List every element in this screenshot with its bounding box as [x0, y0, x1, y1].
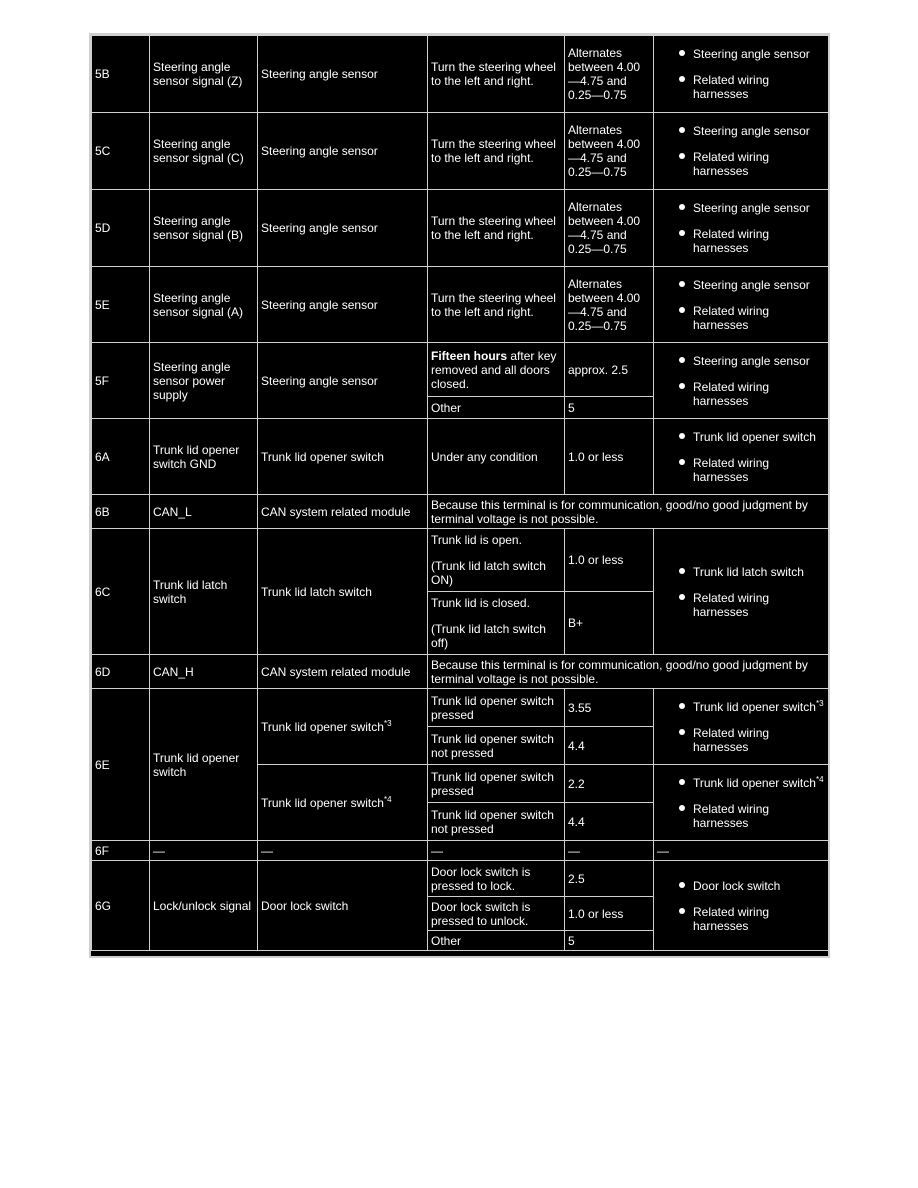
check-item: Related wiring harnesses — [693, 227, 770, 255]
bullet-icon — [679, 76, 685, 82]
component-cell: Steering angle sensor — [258, 36, 428, 113]
bullet-icon — [679, 779, 685, 785]
check-item: Related wiring harnesses — [693, 801, 770, 830]
check-cell — [654, 190, 829, 267]
list-item — [657, 591, 825, 619]
bullet-icon — [679, 153, 685, 159]
condition-note: (Trunk lid latch switch off) — [431, 622, 546, 650]
voltage-cell: B+ — [565, 592, 654, 655]
terminal-cell: 5F — [92, 343, 150, 419]
terminal-cell: 6C — [92, 529, 150, 655]
condition-note: (Trunk lid latch switch ON) — [431, 559, 546, 587]
component-text: Trunk lid opener switch — [261, 795, 384, 810]
terminal-cell: 6D — [92, 655, 150, 689]
condition-cell: Trunk lid opener switch pressed — [428, 689, 565, 727]
check-item: Related wiring harnesses — [693, 303, 770, 332]
condition-cell: — — [428, 841, 565, 861]
footnote-marker: *4 — [383, 794, 392, 804]
table-row — [92, 36, 829, 113]
voltage-cell: approx. 2.5 — [565, 343, 654, 397]
check-cell — [654, 36, 829, 113]
terminal-cell: 5C — [92, 113, 150, 190]
check-item: Trunk lid opener switch — [693, 699, 816, 714]
condition-cell: Turn the steering wheel to the left and right. — [428, 113, 565, 190]
bullet-icon — [679, 805, 685, 811]
voltage-cell: 1.0 or less — [565, 419, 654, 495]
voltage-cell: Alternates between 4.00—4.75 and 0.25—0.75 — [565, 36, 654, 113]
voltage-cell: Alternates between 4.00—4.75 and 0.25—0.75 — [565, 113, 654, 190]
table-row — [92, 655, 829, 689]
bullet-icon — [679, 594, 685, 600]
condition-bold-text: Fifteen hours — [431, 348, 508, 363]
check-item: Steering angle sensor — [693, 201, 810, 215]
table-row — [92, 267, 829, 343]
table-row — [92, 841, 829, 861]
terminal-cell: 6E — [92, 689, 150, 841]
voltage-cell: 5 — [565, 931, 654, 951]
check-cell — [654, 267, 829, 343]
check-item: Trunk lid opener switch — [693, 429, 816, 444]
list-item — [657, 776, 825, 790]
component-cell: CAN system related module — [258, 495, 428, 529]
condition-cell: Turn the steering wheel to the left and right. — [428, 267, 565, 343]
table-row — [92, 529, 829, 592]
check-item: Related wiring harnesses — [693, 455, 770, 484]
list-item — [657, 879, 825, 893]
table-row — [92, 419, 829, 495]
bullet-icon — [679, 383, 685, 389]
voltage-cell: 2.5 — [565, 861, 654, 897]
bullet-icon — [679, 307, 685, 313]
list-item — [657, 124, 825, 138]
table-row — [92, 689, 829, 727]
terminal-cell: 6B — [92, 495, 150, 529]
condition-cell: Other — [428, 931, 565, 951]
list-item — [657, 456, 825, 484]
component-cell: Trunk lid opener switch — [258, 419, 428, 495]
voltage-cell: 5 — [565, 397, 654, 419]
description-cell: Steering angle sensor signal (Z) — [150, 36, 258, 113]
check-item: Related wiring harnesses — [693, 590, 770, 619]
note-cell: Because this terminal is for communication, good/no good judgment by terminal voltage is not possible. — [428, 495, 829, 529]
table-row — [92, 343, 829, 397]
footnote-marker: *3 — [815, 698, 824, 708]
table-row — [92, 495, 829, 529]
list-item — [657, 380, 825, 408]
terminal-inspection-table — [91, 35, 829, 951]
check-item: Related wiring harnesses — [693, 150, 770, 178]
bullet-icon — [679, 230, 685, 236]
check-cell — [654, 113, 829, 190]
condition-cell: Door lock switch is pressed to unlock. — [428, 897, 565, 931]
terminal-cell: 6A — [92, 419, 150, 495]
condition-cell: Trunk lid opener switch pressed — [428, 765, 565, 803]
component-text: Trunk lid opener switch — [261, 719, 384, 734]
check-item: Trunk lid opener switch — [693, 775, 816, 790]
condition-cell: Trunk lid opener switch not pressed — [428, 803, 565, 841]
component-cell: — — [258, 841, 428, 861]
terminal-cell: 5D — [92, 190, 150, 267]
list-item — [657, 150, 825, 178]
voltage-cell: 2.2 — [565, 765, 654, 803]
check-item: Related wiring harnesses — [693, 725, 770, 754]
list-item — [657, 565, 825, 579]
condition-cell — [428, 592, 565, 655]
terminal-inspection-table-frame — [89, 33, 830, 958]
list-item — [657, 726, 825, 754]
list-item — [657, 700, 825, 714]
component-cell — [258, 689, 428, 765]
list-item — [657, 201, 825, 215]
bullet-icon — [679, 703, 685, 709]
description-cell: Lock/unlock signal — [150, 861, 258, 951]
condition-cell — [428, 529, 565, 592]
list-item — [657, 304, 825, 332]
description-cell: CAN_L — [150, 495, 258, 529]
bullet-icon — [679, 908, 685, 914]
description-cell: Steering angle sensor signal (B) — [150, 190, 258, 267]
bullet-icon — [679, 204, 685, 210]
bullet-icon — [679, 357, 685, 363]
component-cell: Trunk lid latch switch — [258, 529, 428, 655]
voltage-cell: Alternates between 4.00—4.75 and 0.25—0.75 — [565, 267, 654, 343]
component-cell — [258, 765, 428, 841]
condition-text: after key removed and all doors closed. — [431, 348, 557, 391]
table-row — [92, 861, 829, 897]
note-cell: Because this terminal is for communication, good/no good judgment by terminal voltage is not possible. — [428, 655, 829, 689]
check-cell: — — [654, 841, 829, 861]
bullet-icon — [679, 433, 685, 439]
component-cell: CAN system related module — [258, 655, 428, 689]
check-cell — [654, 419, 829, 495]
terminal-cell: 5E — [92, 267, 150, 343]
condition-cell: Trunk lid opener switch not pressed — [428, 727, 565, 765]
component-cell: Door lock switch — [258, 861, 428, 951]
condition-cell — [428, 343, 565, 397]
description-cell: Steering angle sensor power supply — [150, 343, 258, 419]
condition-cell: Door lock switch is pressed to lock. — [428, 861, 565, 897]
bullet-icon — [679, 882, 685, 888]
voltage-cell: 4.4 — [565, 727, 654, 765]
voltage-cell: 1.0 or less — [565, 529, 654, 592]
voltage-cell: 3.55 — [565, 689, 654, 727]
table-row — [92, 113, 829, 190]
description-cell: Trunk lid opener switch — [150, 689, 258, 841]
check-item: Related wiring harnesses — [693, 73, 770, 101]
check-cell — [654, 861, 829, 951]
condition-cell: Turn the steering wheel to the left and right. — [428, 36, 565, 113]
component-cell: Steering angle sensor — [258, 190, 428, 267]
check-item: Related wiring harnesses — [693, 904, 770, 933]
condition-cell: Turn the steering wheel to the left and right. — [428, 190, 565, 267]
list-item — [657, 47, 825, 61]
list-item — [657, 354, 825, 368]
bullet-icon — [679, 729, 685, 735]
list-item — [657, 227, 825, 255]
list-item — [657, 802, 825, 830]
check-cell — [654, 765, 829, 841]
voltage-cell: — — [565, 841, 654, 861]
description-cell: Steering angle sensor signal (A) — [150, 267, 258, 343]
check-item: Door lock switch — [693, 878, 781, 893]
bullet-icon — [679, 127, 685, 133]
description-cell: CAN_H — [150, 655, 258, 689]
terminal-cell: 5B — [92, 36, 150, 113]
terminal-cell: 6F — [92, 841, 150, 861]
description-cell: Steering angle sensor signal (C) — [150, 113, 258, 190]
footnote-marker: *4 — [815, 774, 824, 784]
list-item — [657, 430, 825, 444]
terminal-cell: 6G — [92, 861, 150, 951]
bullet-icon — [679, 281, 685, 287]
check-item: Steering angle sensor — [693, 353, 810, 368]
description-cell: Trunk lid opener switch GND — [150, 419, 258, 495]
check-item: Steering angle sensor — [693, 277, 810, 292]
check-item: Trunk lid latch switch — [693, 564, 804, 579]
voltage-cell: Alternates between 4.00—4.75 and 0.25—0.75 — [565, 190, 654, 267]
list-item — [657, 73, 825, 101]
bullet-icon — [679, 50, 685, 56]
check-item: Steering angle sensor — [693, 47, 810, 61]
voltage-cell: 4.4 — [565, 803, 654, 841]
condition-text: Trunk lid is open. — [431, 533, 522, 547]
condition-text: Trunk lid is closed. — [431, 596, 530, 610]
table-row — [92, 190, 829, 267]
bullet-icon — [679, 459, 685, 465]
list-item — [657, 278, 825, 292]
description-cell: Trunk lid latch switch — [150, 529, 258, 655]
check-item: Steering angle sensor — [693, 124, 810, 138]
check-cell — [654, 529, 829, 655]
check-cell — [654, 343, 829, 419]
check-cell — [654, 689, 829, 765]
check-item: Related wiring harnesses — [693, 379, 770, 408]
footnote-marker: *3 — [383, 718, 392, 728]
component-cell: Steering angle sensor — [258, 267, 428, 343]
voltage-cell: 1.0 or less — [565, 897, 654, 931]
bullet-icon — [679, 568, 685, 574]
component-cell: Steering angle sensor — [258, 113, 428, 190]
condition-cell: Under any condition — [428, 419, 565, 495]
condition-cell: Other — [428, 397, 565, 419]
list-item — [657, 905, 825, 933]
component-cell: Steering angle sensor — [258, 343, 428, 419]
description-cell: — — [150, 841, 258, 861]
